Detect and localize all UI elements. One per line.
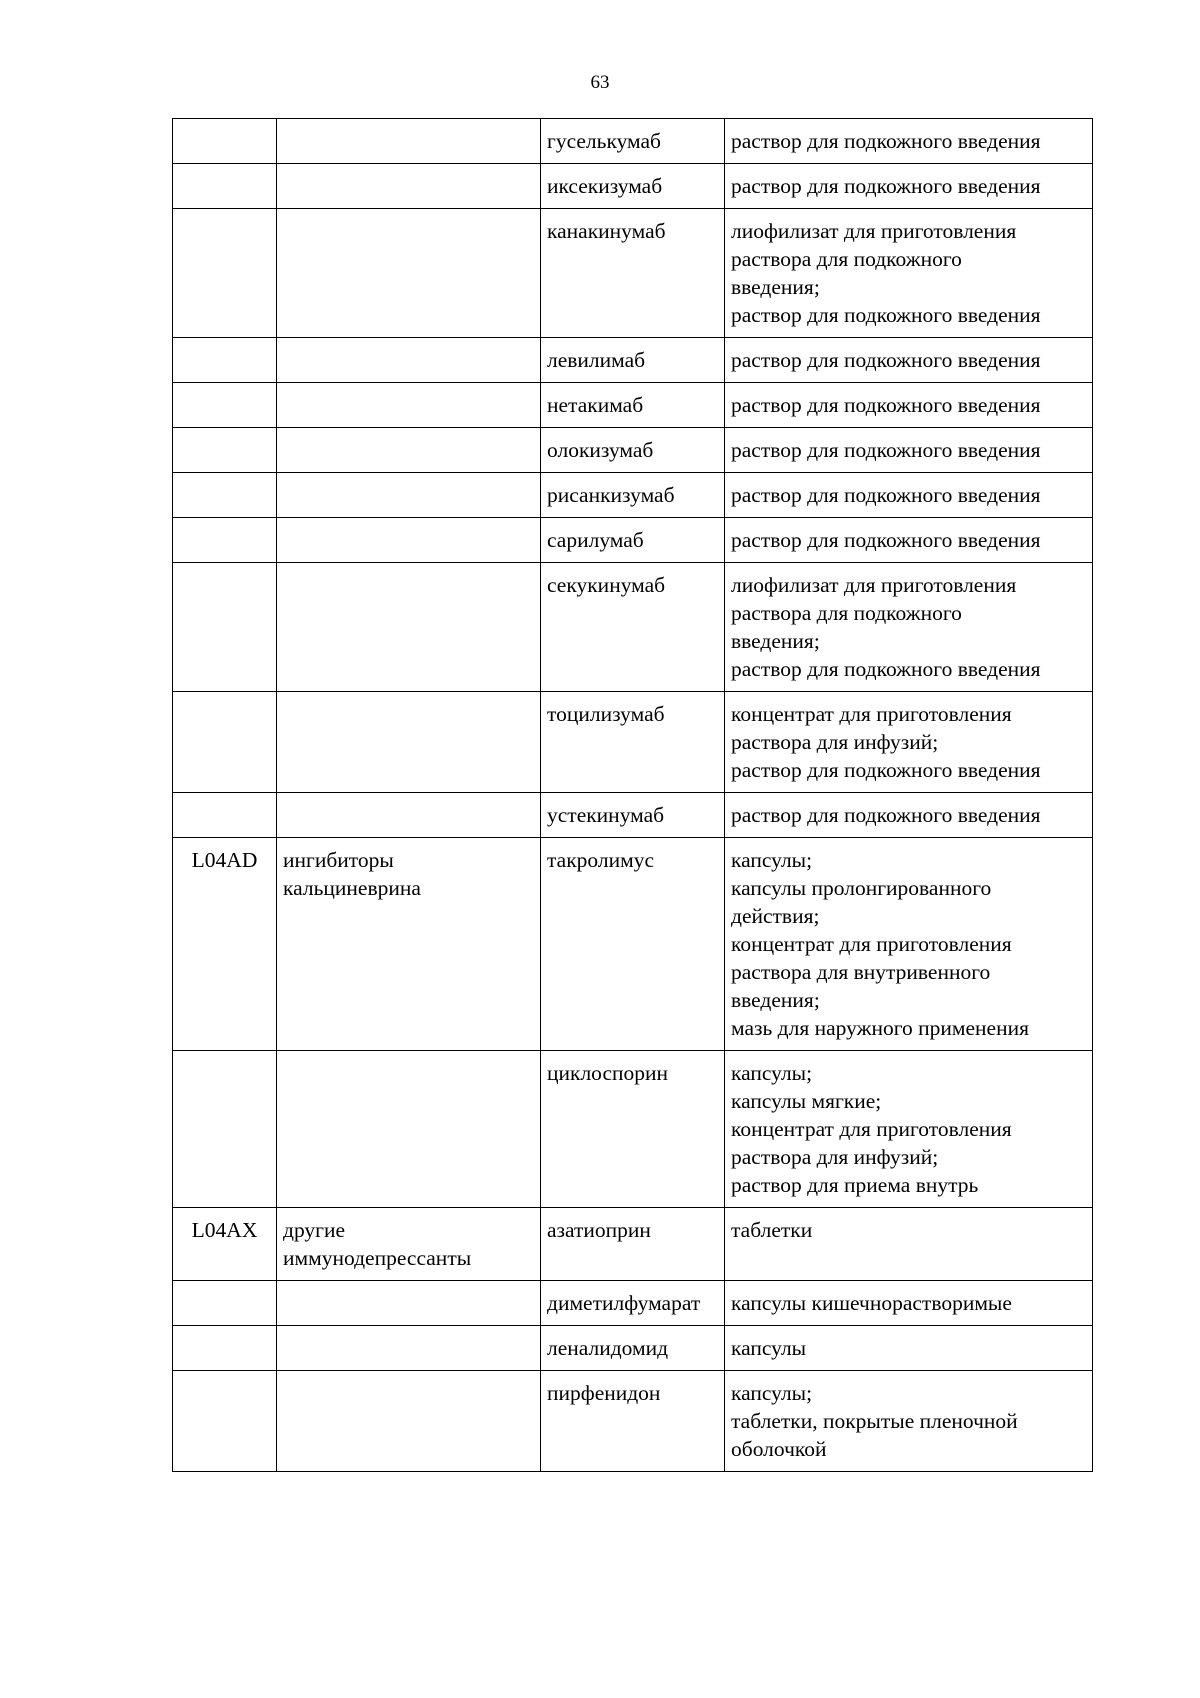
dosage-form-line: раствор для подкожного введения bbox=[731, 803, 1041, 827]
dosage-form-line: концентрат для приготовления bbox=[731, 932, 1012, 956]
drug-name-cell: тоцилизумаб bbox=[541, 692, 725, 793]
drug-name-cell: устекинумаб bbox=[541, 793, 725, 838]
dosage-form-line: капсулы пролонгированного bbox=[731, 876, 992, 900]
atc-code-cell bbox=[173, 1051, 277, 1208]
dosage-form-line: раствора для внутривенного bbox=[731, 960, 991, 984]
atc-code-cell bbox=[173, 1326, 277, 1371]
drug-name-cell: такролимус bbox=[541, 838, 725, 1051]
dosage-form-line: мазь для наружного применения bbox=[731, 1016, 1029, 1040]
group-line: ингибиторы bbox=[283, 848, 394, 872]
atc-code-cell bbox=[173, 1371, 277, 1472]
dosage-form-line: капсулы; bbox=[731, 848, 813, 872]
drug-name-cell: сарилумаб bbox=[541, 518, 725, 563]
dosage-form-line: капсулы мягкие; bbox=[731, 1089, 882, 1113]
atc-code-cell bbox=[173, 563, 277, 692]
table-body bbox=[173, 119, 1093, 1472]
pharmacological-group-cell bbox=[277, 518, 541, 563]
dosage-form-line: раствор для подкожного введения bbox=[731, 393, 1041, 417]
dosage-form-line: таблетки bbox=[731, 1218, 813, 1242]
dosage-form-line: капсулы кишечнорастворимые bbox=[731, 1291, 1012, 1315]
atc-code-cell bbox=[173, 1281, 277, 1326]
pharmacological-group-cell bbox=[277, 1371, 541, 1472]
group-line: кальциневрина bbox=[283, 876, 421, 900]
pharmacological-group-cell bbox=[277, 164, 541, 209]
dosage-form-line: раствор для подкожного введения bbox=[731, 438, 1041, 462]
pharmacological-group-cell bbox=[277, 1208, 541, 1281]
dosage-form-cell bbox=[725, 383, 1093, 428]
atc-code-cell: L04AD bbox=[173, 838, 277, 1051]
dosage-form-line: раствор для подкожного введения bbox=[731, 483, 1041, 507]
atc-code-cell bbox=[173, 383, 277, 428]
drug-name-cell: азатиоприн bbox=[541, 1208, 725, 1281]
table-row bbox=[173, 838, 1093, 1051]
dosage-form-cell bbox=[725, 1051, 1093, 1208]
table-row bbox=[173, 164, 1093, 209]
dosage-form-line: раствор для подкожного введения bbox=[731, 348, 1041, 372]
dosage-form-cell bbox=[725, 1371, 1093, 1472]
dosage-form-line: концентрат для приготовления bbox=[731, 702, 1012, 726]
dosage-form-line: раствор для подкожного введения bbox=[731, 129, 1041, 153]
drug-name-cell: циклоспорин bbox=[541, 1051, 725, 1208]
table-row bbox=[173, 473, 1093, 518]
page-number: 63 bbox=[590, 72, 610, 93]
dosage-form-line: лиофилизат для приготовления bbox=[731, 219, 1017, 243]
dosage-form-cell bbox=[725, 838, 1093, 1051]
dosage-form-line: введения; bbox=[731, 988, 820, 1012]
dosage-form-line: раствор для подкожного введения bbox=[731, 174, 1041, 198]
dosage-form-cell bbox=[725, 473, 1093, 518]
dosage-form-line: раствора для подкожного bbox=[731, 601, 962, 625]
pharmacological-group-cell bbox=[277, 473, 541, 518]
dosage-form-cell bbox=[725, 164, 1093, 209]
atc-code-cell bbox=[173, 338, 277, 383]
table-row bbox=[173, 428, 1093, 473]
atc-code-cell bbox=[173, 518, 277, 563]
atc-code-cell bbox=[173, 428, 277, 473]
atc-code-cell bbox=[173, 692, 277, 793]
table-row bbox=[173, 518, 1093, 563]
atc-code-cell bbox=[173, 473, 277, 518]
dosage-form-cell bbox=[725, 338, 1093, 383]
dosage-form-line: концентрат для приготовления bbox=[731, 1117, 1012, 1141]
pharmacological-group-cell bbox=[277, 119, 541, 164]
drug-name-cell: канакинумаб bbox=[541, 209, 725, 338]
drug-name-cell: диметилфумарат bbox=[541, 1281, 725, 1326]
dosage-form-cell bbox=[725, 1281, 1093, 1326]
table-row bbox=[173, 119, 1093, 164]
pharmacological-group-cell bbox=[277, 338, 541, 383]
dosage-form-line: раствор для подкожного введения bbox=[731, 657, 1041, 681]
dosage-form-line: капсулы bbox=[731, 1336, 807, 1360]
drug-name-cell: левилимаб bbox=[541, 338, 725, 383]
pharmacological-group-cell bbox=[277, 563, 541, 692]
table-row bbox=[173, 1371, 1093, 1472]
pharmacological-group-cell bbox=[277, 209, 541, 338]
dosage-form-line: раствор для подкожного введения bbox=[731, 758, 1041, 782]
pharmacological-group-cell bbox=[277, 838, 541, 1051]
dosage-form-line: раствора для инфузий; bbox=[731, 730, 939, 754]
table-row bbox=[173, 1051, 1093, 1208]
table-row bbox=[173, 1281, 1093, 1326]
dosage-form-cell bbox=[725, 209, 1093, 338]
dosage-form-cell bbox=[725, 563, 1093, 692]
pharmacological-group-cell bbox=[277, 692, 541, 793]
dosage-form-line: раствора для инфузий; bbox=[731, 1145, 939, 1169]
dosage-form-cell bbox=[725, 119, 1093, 164]
drug-name-cell: гуселькумаб bbox=[541, 119, 725, 164]
table-row bbox=[173, 1326, 1093, 1371]
dosage-form-line: введения; bbox=[731, 275, 820, 299]
pharmacological-group-cell bbox=[277, 1326, 541, 1371]
pharmacological-group-cell bbox=[277, 793, 541, 838]
drug-name-cell: иксекизумаб bbox=[541, 164, 725, 209]
table-row bbox=[173, 209, 1093, 338]
drug-table bbox=[172, 118, 1093, 1472]
pharmacological-group-cell bbox=[277, 428, 541, 473]
atc-code-cell bbox=[173, 793, 277, 838]
pharmacological-group-cell bbox=[277, 383, 541, 428]
atc-code-cell bbox=[173, 164, 277, 209]
drug-name-cell: рисанкизумаб bbox=[541, 473, 725, 518]
pharmacological-group-cell bbox=[277, 1051, 541, 1208]
dosage-form-line: раствор для подкожного введения bbox=[731, 528, 1041, 552]
dosage-form-line: раствор для подкожного введения bbox=[731, 303, 1041, 327]
atc-code-cell bbox=[173, 119, 277, 164]
dosage-form-cell bbox=[725, 692, 1093, 793]
group-line: иммунодепрессанты bbox=[283, 1246, 472, 1270]
dosage-form-line: раствор для приема внутрь bbox=[731, 1173, 979, 1197]
dosage-form-cell bbox=[725, 1208, 1093, 1281]
dosage-form-cell bbox=[725, 793, 1093, 838]
drug-name-cell: леналидомид bbox=[541, 1326, 725, 1371]
atc-code-cell: L04AX bbox=[173, 1208, 277, 1281]
dosage-form-cell bbox=[725, 518, 1093, 563]
dosage-form-line: раствора для подкожного bbox=[731, 247, 962, 271]
table-row bbox=[173, 692, 1093, 793]
table-row bbox=[173, 793, 1093, 838]
dosage-form-cell bbox=[725, 1326, 1093, 1371]
drug-name-cell: нетакимаб bbox=[541, 383, 725, 428]
drug-name-cell: секукинумаб bbox=[541, 563, 725, 692]
group-line: другие bbox=[283, 1218, 346, 1242]
table-row bbox=[173, 383, 1093, 428]
table-row bbox=[173, 338, 1093, 383]
drug-name-cell: пирфенидон bbox=[541, 1371, 725, 1472]
pharmacological-group-cell bbox=[277, 1281, 541, 1326]
dosage-form-line: действия; bbox=[731, 904, 820, 928]
drug-name-cell: олокизумаб bbox=[541, 428, 725, 473]
dosage-form-line: оболочкой bbox=[731, 1437, 827, 1461]
atc-code-cell bbox=[173, 209, 277, 338]
table-row bbox=[173, 563, 1093, 692]
table-row bbox=[173, 1208, 1093, 1281]
dosage-form-line: лиофилизат для приготовления bbox=[731, 573, 1017, 597]
dosage-form-cell bbox=[725, 428, 1093, 473]
dosage-form-line: введения; bbox=[731, 629, 820, 653]
dosage-form-line: таблетки, покрытые пленочной bbox=[731, 1409, 1018, 1433]
dosage-form-line: капсулы; bbox=[731, 1061, 813, 1085]
dosage-form-line: капсулы; bbox=[731, 1381, 813, 1405]
